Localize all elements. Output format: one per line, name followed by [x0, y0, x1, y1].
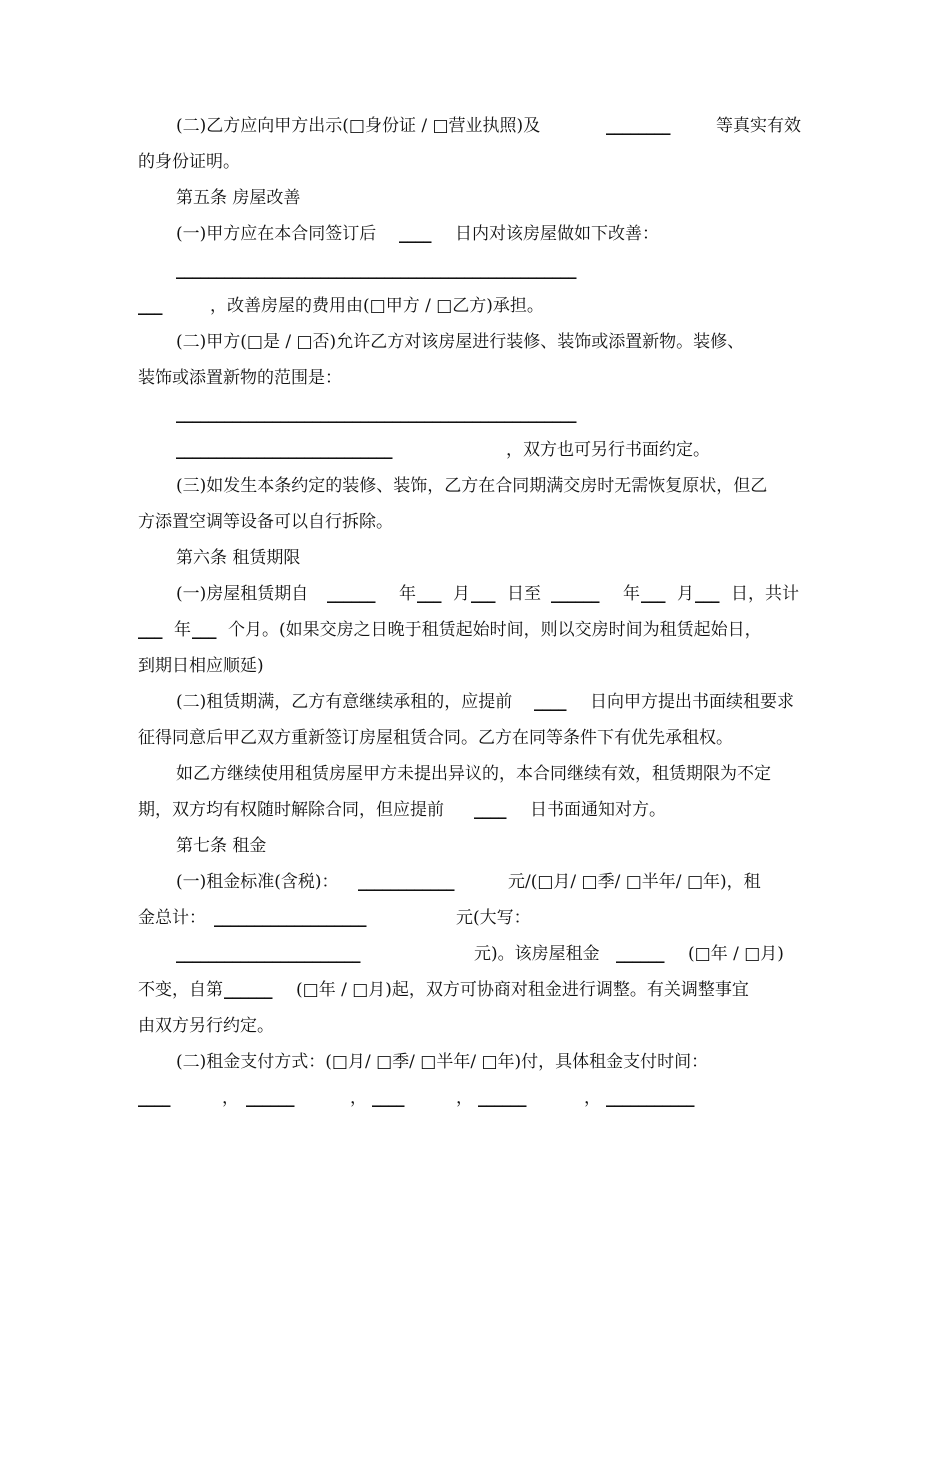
text-segment: ，双方也可另行书面约定。 [506, 440, 710, 460]
blank-field: ____ [399, 224, 431, 244]
blank-field: ____________ [358, 872, 454, 892]
text-line [176, 576, 950, 612]
blank-field: ___________________ [214, 908, 366, 928]
blank-field: ___ [695, 584, 719, 604]
text-segment: 金总计： [138, 908, 206, 928]
text-segment: 方添置空调等设备可以自行拆除。 [138, 512, 393, 532]
text-segment: 由双方另行约定。 [138, 1016, 274, 1036]
text-line [138, 648, 950, 684]
text-segment: 年 [623, 584, 640, 604]
blank-field: ___ [138, 296, 162, 316]
blank-field: ______ [246, 1088, 294, 1108]
text-line [138, 504, 950, 540]
text-line [176, 216, 950, 252]
blank-field: ___ [138, 620, 162, 640]
text-segment: (二)租金支付方式：(□月/ □季/ □半年/ □年)付，具体租金支付时间： [176, 1052, 709, 1072]
text-line [176, 252, 950, 288]
text-segment: 元(大写： [456, 908, 531, 928]
text-line [176, 108, 950, 144]
blank-field: ____ [372, 1088, 404, 1108]
section-heading [176, 180, 950, 216]
text-line [176, 684, 950, 720]
text-segment: ，改善房屋的费用由(□甲方 / □乙方)承担。 [210, 296, 544, 316]
text-line [176, 864, 950, 900]
text-segment: 第七条 租金 [176, 836, 267, 856]
blank-field: ___ [471, 584, 495, 604]
blank-field: __________________________________________________ [176, 260, 576, 280]
text-segment: 日至 [507, 584, 541, 604]
text-segment: 期，双方均有权随时解除合同，但应提前 [138, 800, 444, 820]
text-segment: 装饰或添置新物的范围是： [138, 368, 342, 388]
text-segment: 年 [399, 584, 416, 604]
text-segment: 如乙方继续使用租赁房屋甲方未提出异议的，本合同继续有效，租赁期限为不定 [176, 764, 771, 784]
text-line [138, 288, 950, 324]
text-segment: 第五条 房屋改善 [176, 188, 301, 208]
text-line [138, 720, 950, 756]
text-segment: 的身份证明。 [138, 152, 240, 172]
text-segment: (一)租金标准(含税)： [176, 872, 339, 892]
blank-field: ___ [417, 584, 441, 604]
text-segment: 等真实有效 [716, 116, 801, 136]
text-segment: 日书面通知对方。 [530, 800, 666, 820]
text-segment: 到期日相应顺延) [138, 656, 264, 676]
text-line [176, 432, 950, 468]
blank-field: ____ [534, 692, 566, 712]
text-segment: 月 [677, 584, 694, 604]
text-segment: (一)房屋租赁期自 [176, 584, 309, 604]
blank-field: ____ [474, 800, 506, 820]
text-segment: 年 [174, 620, 191, 640]
text-line [138, 612, 950, 648]
text-segment: (二)租赁期满，乙方有意继续承租的，应提前 [176, 692, 513, 712]
text-segment: 第六条 租赁期限 [176, 548, 301, 568]
text-segment: 日向甲方提出书面续租要求 [590, 692, 794, 712]
blank-field: ___________________________ [176, 440, 392, 460]
blank-field: ______ [478, 1088, 526, 1108]
text-segment: 不变，自第 [138, 980, 223, 1000]
text-segment: 日，共计 [731, 584, 799, 604]
text-line [138, 792, 950, 828]
text-segment: (一)甲方应在本合同签订后 [176, 224, 377, 244]
blank-field: _______________________ [176, 944, 360, 964]
text-line [176, 756, 950, 792]
blank-field: ______ [224, 980, 272, 1000]
blank-field: ___ [641, 584, 665, 604]
text-line [176, 324, 950, 360]
text-segment: 元)。该房屋租金 [474, 944, 600, 964]
text-line [138, 972, 950, 1008]
text-segment: ， [222, 1088, 239, 1108]
text-line [138, 1080, 950, 1116]
text-segment: ， [456, 1088, 473, 1108]
text-segment: ， [584, 1088, 601, 1108]
blank-field: ___________ [606, 1088, 694, 1108]
blank-field: ______ [327, 584, 375, 604]
text-line [138, 360, 950, 396]
blank-field: ________ [606, 116, 670, 136]
text-line [176, 1044, 950, 1080]
section-heading [176, 828, 950, 864]
text-line [176, 936, 950, 972]
text-segment: ， [350, 1088, 367, 1108]
blank-field: ______ [616, 944, 664, 964]
text-segment: (□年 / □月) [688, 944, 784, 964]
text-line [138, 900, 950, 936]
text-segment: (□年 / □月)起，双方可协商对租金进行调整。有关调整事宜 [296, 980, 749, 1000]
text-segment: 日内对该房屋做如下改善： [455, 224, 659, 244]
text-line [138, 144, 950, 180]
text-segment: (二)乙方应向甲方出示(□身份证 / □营业执照)及 [176, 116, 541, 136]
blank-field: ____ [138, 1088, 170, 1108]
blank-field: ______ [551, 584, 599, 604]
text-line [176, 468, 950, 504]
text-line [176, 396, 950, 432]
text-segment: 元/(□月/ □季/ □半年/ □年)，租 [508, 872, 761, 892]
blank-field: __________________________________________________ [176, 404, 576, 424]
text-segment: 月 [453, 584, 470, 604]
section-heading [176, 540, 950, 576]
text-segment: 征得同意后甲乙双方重新签订房屋租赁合同。乙方在同等条件下有优先承租权。 [138, 728, 733, 748]
text-segment: (二)甲方(□是 / □否)允许乙方对该房屋进行装修、装饰或添置新物。装修、 [176, 332, 745, 352]
text-line [138, 1008, 950, 1044]
text-segment: 个月。(如果交房之日晚于租赁起始时间，则以交房时间为租赁起始日， [228, 620, 762, 640]
text-segment: (三)如发生本条约定的装修、装饰，乙方在合同期满交房时无需恢复原状，但乙 [176, 476, 768, 496]
blank-field: ___ [192, 620, 216, 640]
